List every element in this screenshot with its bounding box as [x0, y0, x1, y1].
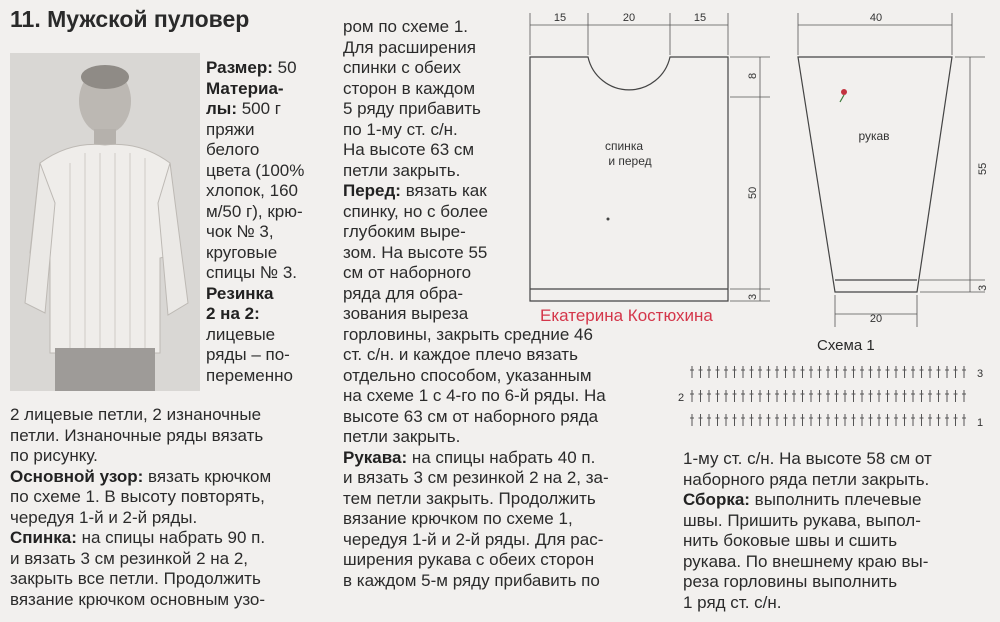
text-span: тем петли закрыть. Продолжить	[343, 488, 596, 508]
body-label-line2: и перед	[608, 154, 652, 168]
section-heading: 2 на 2:	[206, 304, 260, 323]
back-front-pattern-diagram	[520, 5, 780, 310]
text-span: 1-му ст. с/н. На высоте 58 см от	[683, 449, 932, 468]
text-span: переменно	[206, 365, 293, 385]
section-heading: Материа-	[206, 78, 284, 98]
text-line	[206, 243, 306, 264]
text-span: спинки с обеих	[343, 58, 461, 77]
text-span: и вязать 3 см резинкой 2 на 2,	[10, 548, 249, 568]
text-line	[10, 549, 330, 570]
text-span: вязать как	[400, 181, 487, 200]
schema-title: Схема 1	[817, 337, 875, 354]
text-line	[683, 531, 983, 552]
text-span: м/50 г), крю-	[206, 201, 303, 221]
text-line	[343, 550, 665, 571]
text-line	[343, 571, 665, 592]
text-span: глубоким выре-	[343, 222, 466, 241]
section-heading: Спинка:	[10, 528, 77, 547]
text-line	[683, 490, 983, 511]
text-span: вязание крючком основным узо-	[10, 589, 266, 609]
text-line	[206, 325, 306, 346]
text-span: зом. На высоте 55	[343, 242, 488, 262]
text-line	[206, 79, 306, 100]
text-span: 2 лицевые петли, 2 изнаночные	[10, 405, 262, 424]
text-span: на спицы набрать 40 п.	[407, 447, 596, 467]
text-line	[343, 366, 665, 387]
text-span: цвета (100%	[206, 160, 305, 180]
text-span: пряжи	[206, 119, 255, 139]
section-heading: лы:	[206, 99, 237, 118]
author-watermark: Екатерина Костюхина	[540, 306, 713, 325]
text-line	[343, 468, 665, 489]
dim-8: 8	[747, 72, 759, 79]
text-line	[343, 345, 665, 366]
crochet-schema	[674, 360, 994, 432]
section-heading: Размер:	[206, 58, 273, 77]
text-line	[343, 530, 665, 551]
sleeve-pattern-diagram	[790, 5, 995, 330]
text-line	[10, 569, 330, 590]
text-span: круговые	[206, 242, 278, 262]
text-span: чередуя 1-й и 2-й ряды. Для рас-	[343, 529, 604, 549]
text-line	[683, 511, 983, 532]
text-span: вязание крючком по схеме 1,	[343, 509, 573, 528]
text-line	[206, 120, 306, 141]
text-span: 1 ряд ст. с/н.	[683, 592, 782, 612]
text-span: в каждом 5-м ряду прибавить по	[343, 570, 600, 590]
text-line	[343, 509, 665, 530]
body-label-line1: спинка	[604, 139, 644, 153]
text-line	[206, 58, 306, 79]
text-line	[343, 448, 665, 469]
text-line	[206, 222, 306, 243]
text-line	[683, 470, 983, 491]
text-span: На высоте 63 см	[343, 140, 475, 159]
text-span: спинку, но с более	[343, 201, 488, 221]
text-span: петли. Изнаночные ряды вязать	[10, 425, 264, 445]
materials-text	[206, 58, 306, 386]
dim-55: 55	[977, 162, 989, 175]
text-line	[10, 405, 330, 426]
text-span: и вязать 3 см резинкой 2 на 2, за-	[343, 468, 609, 487]
text-line	[206, 263, 306, 284]
man-in-sweater-photo	[10, 53, 200, 391]
text-span: на схеме 1 с 4-го по 6-й ряды. На	[343, 386, 606, 405]
text-line	[206, 140, 306, 161]
sleeve-label: рукав	[858, 129, 890, 143]
rose-icon	[840, 89, 847, 102]
text-line	[683, 593, 983, 614]
text-span: зования выреза	[343, 304, 469, 323]
section-heading: Сборка:	[683, 490, 750, 509]
text-line	[10, 426, 330, 447]
text-span: ряды – по-	[206, 345, 290, 364]
pattern-instructions-right	[683, 449, 983, 613]
text-span: лицевые	[206, 324, 276, 344]
text-span: чередуя 1-й и 2-й ряды.	[10, 507, 198, 527]
text-span: ширения рукава с обеих сторон	[343, 550, 595, 569]
text-line	[10, 446, 330, 467]
text-span: на спицы набрать 90 п.	[76, 528, 266, 547]
text-span: закрыть все петли. Продолжить	[10, 569, 261, 588]
row-3-label: 3	[977, 368, 984, 380]
text-line	[10, 467, 330, 488]
text-line	[343, 427, 665, 448]
dim-15-right: 15	[693, 12, 707, 24]
text-span: выполнить плечевые	[749, 490, 922, 509]
text-line	[206, 99, 306, 120]
article-title: 11. Мужской пуловер	[10, 6, 250, 32]
text-span: белого	[206, 140, 260, 159]
text-span: 50	[272, 58, 297, 77]
text-line	[683, 572, 983, 593]
section-heading: Перед:	[343, 181, 401, 200]
pattern-instructions-left	[10, 405, 330, 610]
dim-50: 50	[747, 186, 759, 199]
text-span: ром по схеме 1.	[343, 17, 469, 36]
text-span: ряда для обра-	[343, 283, 464, 303]
text-line	[10, 528, 330, 549]
text-line	[10, 487, 330, 508]
section-heading: Резинка	[206, 283, 274, 303]
text-span: по 1-му ст. с/н.	[343, 119, 458, 139]
text-span: высоте 63 см от наборного ряда	[343, 406, 599, 426]
text-span: рукава. По внешнему краю вы-	[683, 551, 929, 571]
text-line	[343, 489, 665, 510]
text-span: швы. Пришить рукава, выпол-	[683, 510, 921, 530]
text-span: петли закрыть.	[343, 160, 461, 180]
dim-15-left: 15	[553, 12, 567, 24]
text-span: горловины, закрыть средние 46	[343, 324, 593, 344]
text-span: 5 ряду прибавить	[343, 99, 481, 118]
text-span: вязать крючком	[143, 466, 272, 486]
row-2-label: 2	[678, 392, 685, 404]
text-line	[343, 386, 665, 407]
text-span: реза горловины выполнить	[683, 572, 898, 591]
text-span: Для расширения	[343, 37, 476, 57]
text-line	[206, 345, 306, 366]
dim-3-sleeve: 3	[977, 284, 989, 291]
text-span: хлопок, 160	[206, 181, 298, 200]
section-heading: Основной узор:	[10, 466, 144, 486]
dim-20-cuff: 20	[869, 313, 883, 325]
text-span: спицы № 3.	[206, 263, 298, 282]
text-span: наборного ряда петли закрыть.	[683, 469, 930, 489]
text-line	[206, 366, 306, 387]
text-line	[683, 552, 983, 573]
text-span: по схеме 1. В высоту повторять,	[10, 487, 265, 506]
text-span: чок № 3,	[206, 222, 274, 241]
text-line	[683, 449, 983, 470]
text-span: петли закрыть.	[343, 427, 461, 446]
text-line	[343, 325, 665, 346]
text-line	[343, 407, 665, 428]
dim-3: 3	[747, 293, 759, 300]
text-span: 500 г	[236, 99, 281, 118]
text-line	[10, 590, 330, 611]
text-line	[206, 181, 306, 202]
text-line	[206, 304, 306, 325]
text-line	[206, 202, 306, 223]
text-line	[206, 161, 306, 182]
text-line	[206, 284, 306, 305]
dim-40: 40	[869, 12, 883, 24]
text-span: отдельно способом, указанным	[343, 365, 592, 385]
dim-20-neck: 20	[622, 12, 636, 24]
text-span: по рисунку.	[10, 446, 98, 465]
text-span: нить боковые швы и сшить	[683, 531, 898, 550]
text-line	[10, 508, 330, 529]
text-span: ст. с/н. и каждое плечо вязать	[343, 345, 578, 364]
row-1-label: 1	[977, 417, 984, 429]
text-span: см от наборного	[343, 263, 472, 282]
section-heading: Рукава:	[343, 447, 408, 467]
text-span: сторон в каждом	[343, 78, 476, 98]
